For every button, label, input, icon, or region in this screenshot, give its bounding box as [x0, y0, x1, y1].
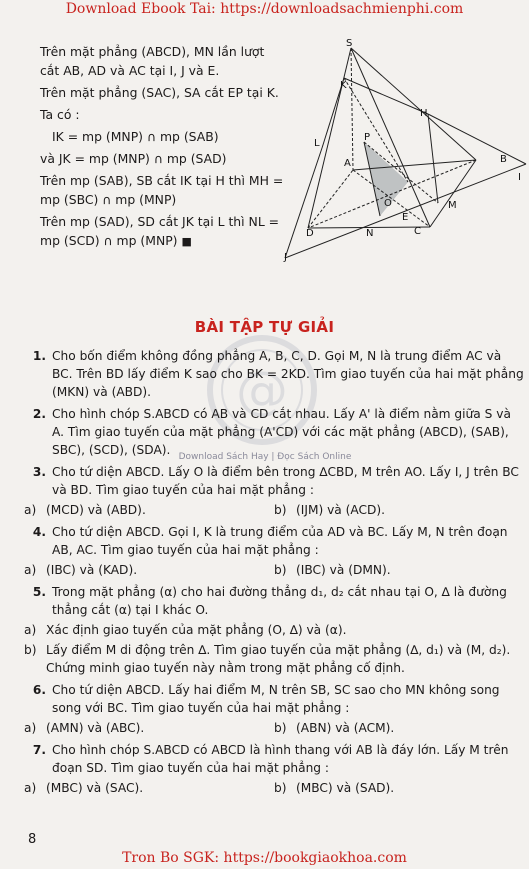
exercise-number: 2.	[32, 407, 46, 421]
label-h: H	[420, 108, 428, 119]
exercise-text: Cho bốn điểm không đồng phẳng A, B, C, D. Gọi M, N là trung điểm AC và BC. Trên BD lấy điểm K sao cho BK = 2KD. Tìm giao tuyến của hai mặt phẳng (MKN) và (ABD).	[52, 349, 524, 399]
exercise-item	[24, 463, 524, 499]
part-text: (ABN) và (ACM).	[296, 721, 395, 735]
label-i: I	[518, 172, 521, 183]
solution-text	[40, 42, 285, 254]
part-label: a)	[24, 503, 37, 517]
label-m: M	[448, 200, 457, 211]
exercise-list	[24, 343, 524, 797]
intro-paragraph: Trên mp (SAB), SB cắt IK tại H thì MH = mp (SBC) ∩ mp (MNP)	[40, 173, 284, 207]
part-text: Xác định giao tuyến của mặt phẳng (O, ∆) và (α).	[46, 623, 347, 637]
exercise-subpart	[24, 641, 524, 677]
exercise-parts	[24, 501, 524, 519]
exercise-item	[24, 741, 524, 777]
part-label: b)	[274, 721, 287, 735]
equation: và JK = mp (MNP) ∩ mp (SAD)	[40, 151, 227, 166]
part-text: (MBC) và (SAD).	[296, 781, 395, 795]
part-text: (MBC) và (SAC).	[46, 781, 144, 795]
watermark-text: Download Sách Hay | Đọc Sách Online	[178, 452, 352, 462]
exercise-number: 3.	[32, 465, 46, 479]
label-j: J	[284, 252, 287, 263]
label-a: A	[344, 158, 351, 169]
label-e: E	[402, 212, 409, 223]
exercise-item	[24, 405, 524, 459]
part-text: (AMN) và (ABC).	[46, 721, 145, 735]
pyramid-diagram	[280, 38, 529, 270]
exercise-item	[24, 583, 524, 619]
footer-link[interactable]: Tron Bo SGK: https://bookgiaokhoa.com	[122, 850, 407, 866]
exercise-number: 7.	[32, 743, 46, 757]
part-text: (MCD) và (ABD).	[46, 503, 146, 517]
intro-text: Trên mp (SAD), SD cắt JK tại L thì NL = mp (SCD) ∩ mp (MNP)	[40, 214, 280, 248]
exercise-number: 1.	[32, 349, 46, 363]
exercise-text: Cho tứ diện ABCD. Lấy hai điểm M, N trên SB, SC sao cho MN không song song với BC. Tìm giao tuyến của hai mặt phẳng :	[52, 683, 500, 715]
part-text: Lấy điểm M di động trên ∆. Tìm giao tuyến của mặt phẳng (∆, d₁) và (M, d₂). Chứng minh giao tuyến này nằm trong mặt phẳng cố định.	[46, 643, 511, 675]
exercise-parts	[24, 719, 524, 737]
part-text: (IBC) và (DMN).	[296, 563, 391, 577]
part-label: b)	[24, 643, 37, 657]
intro-paragraph: Trên mặt phẳng (SAC), SA cắt EP tại K.	[40, 85, 279, 100]
exercise-number: 4.	[32, 525, 46, 539]
label-p: P	[364, 132, 371, 143]
label-c: C	[414, 226, 421, 237]
exercise-item	[24, 523, 524, 559]
part-label: a)	[24, 563, 37, 577]
section-title: BÀI TẬP TỰ GIẢI	[194, 318, 335, 336]
part-label: b)	[274, 503, 287, 517]
exercise-text: Cho hình chóp S.ABCD có AB và CD cắt nhau. Lấy A' là điểm nằm giữa S và A. Tìm giao tuyến của mặt phẳng (A'CD) với các mặt phẳng (ABCD), (SAB), SBC), (SCD), (SDA).	[52, 407, 511, 457]
intro-paragraph: Trên mặt phẳng (ABCD), MN lần lượt cắt AB, AD và AC tại I, J và E.	[40, 44, 265, 78]
exercise-item	[24, 681, 524, 717]
svg-text:@: @	[236, 361, 288, 421]
exercise-number: 5.	[32, 585, 46, 599]
part-label: a)	[24, 781, 37, 795]
label-s: S	[346, 38, 353, 49]
exercise-text: Trong mặt phẳng (α) cho hai đường thẳng d₁, d₂ cắt nhau tại O, ∆ là đường thẳng cắt (α) tại I khác O.	[52, 585, 507, 617]
label-l: L	[314, 138, 320, 149]
geometry-figure	[280, 38, 529, 270]
equation: IK = mp (MNP) ∩ mp (SAB)	[52, 129, 219, 144]
exercise-subpart	[24, 621, 524, 639]
exercise-parts	[24, 779, 524, 797]
exercise-parts	[24, 561, 524, 579]
part-text: (IJM) và (ACD).	[296, 503, 386, 517]
label-k: K	[340, 80, 347, 91]
part-text: (IBC) và (KAD).	[46, 563, 138, 577]
page-number: 8	[28, 832, 37, 847]
exercise-text: Cho tứ diện ABCD. Lấy O là điểm bên trong ∆CBD, M trên AO. Lấy I, J trên BC và BD. Tìm giao tuyến của hai mặt phẳng :	[52, 465, 519, 497]
label-d: D	[306, 228, 314, 239]
exercise-text: Cho hình chóp S.ABCD có ABCD là hình thang với AB là đáy lớn. Lấy M trên đoạn SD. Tìm giao tuyến của hai mặt phẳng :	[52, 743, 509, 775]
part-label: b)	[274, 563, 287, 577]
part-label: b)	[274, 781, 287, 795]
intro-paragraph: Ta có :	[40, 107, 80, 122]
label-n: N	[366, 228, 374, 239]
intro-paragraph	[40, 212, 285, 251]
qed-mark: ■	[181, 235, 192, 248]
part-label: a)	[24, 721, 37, 735]
exercise-text: Cho tứ diện ABCD. Gọi I, K là trung điểm của AD và BC. Lấy M, N trên đoạn AB, AC. Tìm giao tuyến của hai mặt phẳng :	[52, 525, 508, 557]
download-link[interactable]: Download Ebook Tai: https://downloadsachmienphi.com	[65, 1, 464, 17]
label-o: O	[384, 198, 392, 209]
exercise-number: 6.	[32, 683, 46, 697]
label-b: B	[500, 154, 507, 165]
part-label: a)	[24, 623, 37, 637]
exercise-item	[24, 347, 524, 401]
